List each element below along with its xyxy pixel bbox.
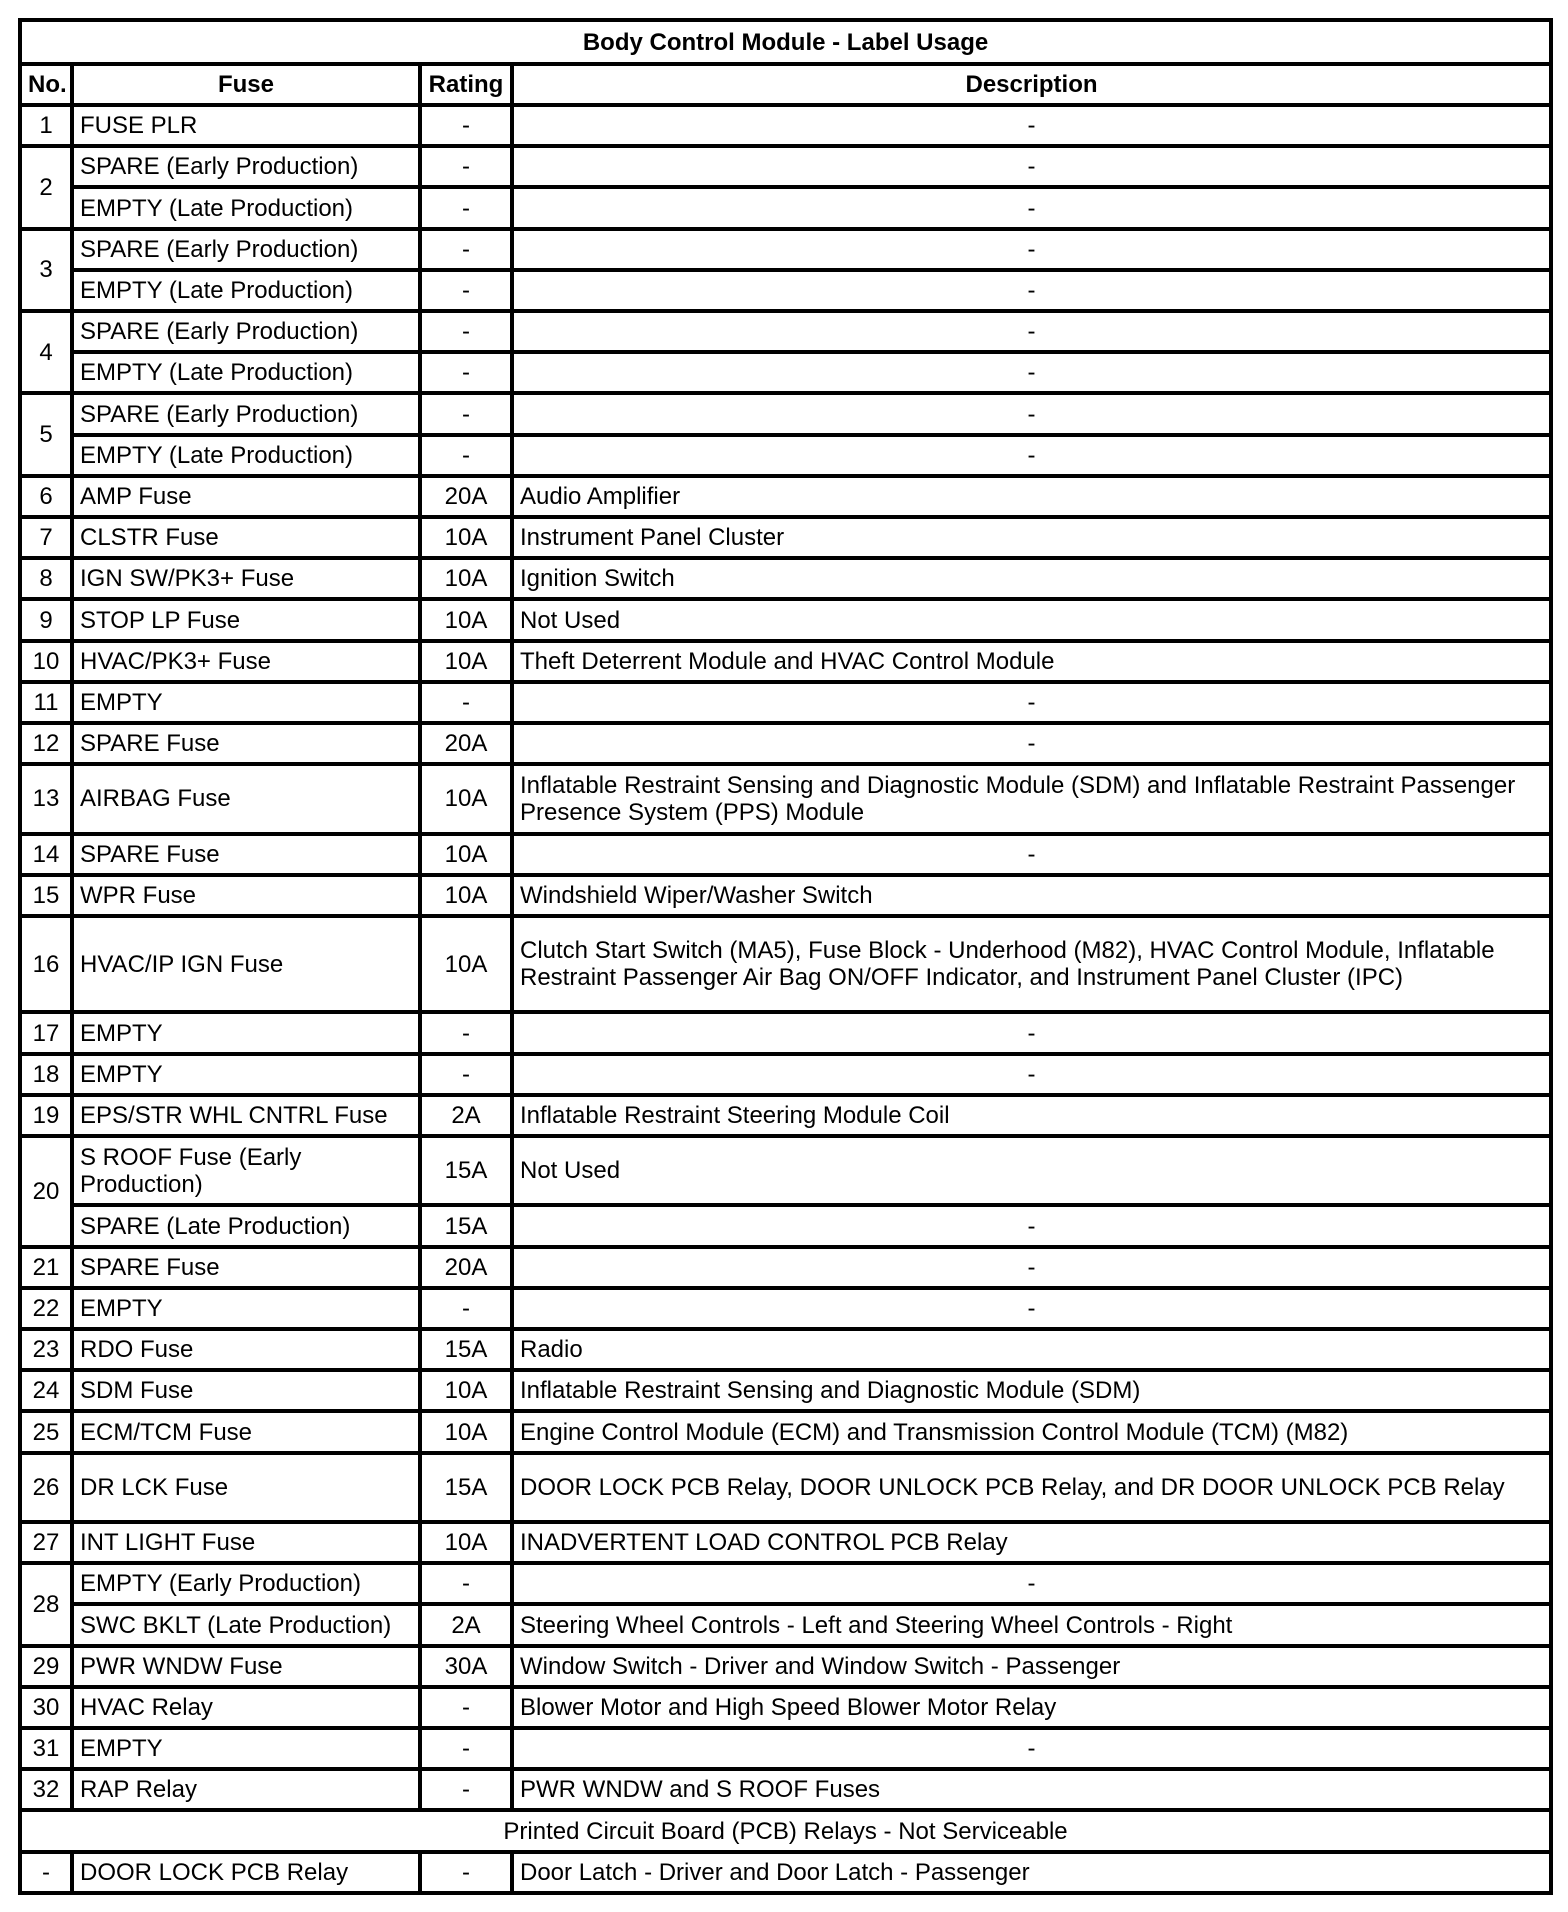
pcb-section-title: Printed Circuit Board (PCB) Relays - Not Serviceable (20, 1810, 1551, 1851)
row-description: Ignition Switch (512, 558, 1551, 599)
row-rating: - (420, 1054, 512, 1095)
row-description: - (512, 1054, 1551, 1095)
row-rating: 20A (420, 723, 512, 764)
row-rating: 15A (420, 1136, 512, 1205)
row-rating: - (420, 435, 512, 476)
row-rating: 15A (420, 1205, 512, 1246)
pcb-section-row (20, 1810, 1551, 1851)
row-description: - (512, 229, 1551, 270)
row-no: 7 (20, 517, 72, 558)
row-rating: 2A (420, 1604, 512, 1645)
row-no: 4 (20, 311, 72, 393)
row-fuse: AMP Fuse (72, 476, 420, 517)
table-row (20, 834, 1551, 875)
row-description: - (512, 187, 1551, 228)
row-no: 25 (20, 1411, 72, 1452)
table-row (20, 1728, 1551, 1769)
row-fuse: EMPTY (Late Production) (72, 435, 420, 476)
row-no: 6 (20, 476, 72, 517)
table-row (20, 723, 1551, 764)
row-no: 14 (20, 834, 72, 875)
row-fuse: WPR Fuse (72, 875, 420, 916)
row-fuse: EMPTY (72, 1054, 420, 1095)
row-description: - (512, 1563, 1551, 1604)
row-fuse: DOOR LOCK PCB Relay (72, 1852, 420, 1893)
table-row (20, 229, 1551, 270)
row-rating: 10A (420, 599, 512, 640)
table-title: Body Control Module - Label Usage (20, 20, 1551, 64)
row-fuse: SPARE (Early Production) (72, 393, 420, 434)
row-no: 10 (20, 641, 72, 682)
row-no: - (20, 1852, 72, 1893)
table-row (20, 916, 1551, 1012)
row-fuse: SDM Fuse (72, 1370, 420, 1411)
row-no: 18 (20, 1054, 72, 1095)
row-description: Instrument Panel Cluster (512, 517, 1551, 558)
table-row (20, 1646, 1551, 1687)
row-description: Inflatable Restraint Steering Module Coil (512, 1095, 1551, 1136)
row-fuse: EMPTY (Late Production) (72, 352, 420, 393)
row-description: - (512, 435, 1551, 476)
row-fuse: HVAC Relay (72, 1687, 420, 1728)
row-rating: - (420, 311, 512, 352)
table-row (20, 1054, 1551, 1095)
row-no: 29 (20, 1646, 72, 1687)
row-fuse: EMPTY (72, 1012, 420, 1053)
table-row (20, 517, 1551, 558)
table-row (20, 352, 1551, 393)
row-description: DOOR LOCK PCB Relay, DOOR UNLOCK PCB Relay, and DR DOOR UNLOCK PCB Relay (512, 1453, 1551, 1522)
row-description: Radio (512, 1329, 1551, 1370)
row-description: - (512, 270, 1551, 311)
row-rating: 15A (420, 1453, 512, 1522)
table-row (20, 270, 1551, 311)
row-description: INADVERTENT LOAD CONTROL PCB Relay (512, 1522, 1551, 1563)
row-fuse: SPARE Fuse (72, 723, 420, 764)
table-header-row (20, 64, 1551, 105)
row-rating: - (420, 187, 512, 228)
header-description: Description (512, 64, 1551, 105)
row-no: 16 (20, 916, 72, 1012)
row-no: 22 (20, 1288, 72, 1329)
row-description: Audio Amplifier (512, 476, 1551, 517)
row-description: Not Used (512, 599, 1551, 640)
table-row (20, 1604, 1551, 1645)
row-description: Steering Wheel Controls - Left and Steering Wheel Controls - Right (512, 1604, 1551, 1645)
table-row (20, 1411, 1551, 1452)
table-row (20, 764, 1551, 833)
row-fuse: STOP LP Fuse (72, 599, 420, 640)
table-row (20, 1288, 1551, 1329)
row-fuse: EMPTY (Early Production) (72, 1563, 420, 1604)
row-fuse: EMPTY (72, 1728, 420, 1769)
table-row (20, 1852, 1551, 1893)
row-description: Not Used (512, 1136, 1551, 1205)
row-rating: 15A (420, 1329, 512, 1370)
row-rating: 10A (420, 764, 512, 833)
row-no: 19 (20, 1095, 72, 1136)
row-fuse: SPARE (Early Production) (72, 146, 420, 187)
row-description: - (512, 352, 1551, 393)
row-rating: - (420, 1563, 512, 1604)
row-no: 26 (20, 1453, 72, 1522)
row-no: 1 (20, 105, 72, 146)
table-row (20, 187, 1551, 228)
table-row (20, 1205, 1551, 1246)
row-rating: - (420, 229, 512, 270)
row-description: - (512, 1205, 1551, 1246)
row-rating: - (420, 1288, 512, 1329)
row-no: 28 (20, 1563, 72, 1645)
header-fuse: Fuse (72, 64, 420, 105)
row-description: Inflatable Restraint Sensing and Diagnostic Module (SDM) and Inflatable Restraint Passenger Presence System (PPS) Module (512, 764, 1551, 833)
row-no: 2 (20, 146, 72, 228)
row-no: 12 (20, 723, 72, 764)
row-fuse: SPARE Fuse (72, 1247, 420, 1288)
row-description: Door Latch - Driver and Door Latch - Passenger (512, 1852, 1551, 1893)
row-fuse: SPARE (Early Production) (72, 311, 420, 352)
table-row (20, 875, 1551, 916)
table-row (20, 558, 1551, 599)
table-row (20, 1453, 1551, 1522)
row-fuse: IGN SW/PK3+ Fuse (72, 558, 420, 599)
row-rating: 10A (420, 1411, 512, 1452)
table-row (20, 599, 1551, 640)
row-rating: - (420, 1852, 512, 1893)
row-rating: 10A (420, 834, 512, 875)
table-row (20, 1012, 1551, 1053)
row-rating: 10A (420, 916, 512, 1012)
fuse-table (18, 18, 1553, 1895)
row-fuse: ECM/TCM Fuse (72, 1411, 420, 1452)
row-fuse: SPARE (Late Production) (72, 1205, 420, 1246)
row-fuse: EPS/STR WHL CNTRL Fuse (72, 1095, 420, 1136)
row-fuse: EMPTY (Late Production) (72, 270, 420, 311)
table-row (20, 393, 1551, 434)
row-description: Windshield Wiper/Washer Switch (512, 875, 1551, 916)
row-description: Window Switch - Driver and Window Switch - Passenger (512, 1646, 1551, 1687)
table-row (20, 1563, 1551, 1604)
header-no: No. (20, 64, 72, 105)
table-row (20, 682, 1551, 723)
row-rating: 10A (420, 558, 512, 599)
row-description: - (512, 1288, 1551, 1329)
row-description: Inflatable Restraint Sensing and Diagnostic Module (SDM) (512, 1370, 1551, 1411)
table-row (20, 1095, 1551, 1136)
table-row (20, 105, 1551, 146)
header-rating: Rating (420, 64, 512, 105)
row-rating: - (420, 1769, 512, 1810)
row-rating: 10A (420, 875, 512, 916)
row-no: 23 (20, 1329, 72, 1370)
row-rating: 10A (420, 1370, 512, 1411)
row-no: 30 (20, 1687, 72, 1728)
table-row (20, 1522, 1551, 1563)
row-description: Blower Motor and High Speed Blower Motor Relay (512, 1687, 1551, 1728)
row-no: 27 (20, 1522, 72, 1563)
row-description: - (512, 105, 1551, 146)
table-row (20, 146, 1551, 187)
row-description: - (512, 723, 1551, 764)
row-no: 3 (20, 229, 72, 311)
row-description: - (512, 311, 1551, 352)
row-no: 21 (20, 1247, 72, 1288)
row-fuse: DR LCK Fuse (72, 1453, 420, 1522)
row-description: - (512, 1012, 1551, 1053)
row-fuse: CLSTR Fuse (72, 517, 420, 558)
row-description: - (512, 146, 1551, 187)
row-rating: 30A (420, 1646, 512, 1687)
table-row (20, 476, 1551, 517)
row-description: Clutch Start Switch (MA5), Fuse Block - Underhood (M82), HVAC Control Module, Inflatable Restraint Passenger Air Bag ON/OFF Indicator, and Instrument Panel Cluster (IPC) (512, 916, 1551, 1012)
table-row (20, 1370, 1551, 1411)
row-fuse: EMPTY (72, 682, 420, 723)
row-rating: - (420, 270, 512, 311)
row-fuse: HVAC/IP IGN Fuse (72, 916, 420, 1012)
row-rating: - (420, 1728, 512, 1769)
row-description: - (512, 682, 1551, 723)
row-fuse: EMPTY (Late Production) (72, 187, 420, 228)
row-rating: 10A (420, 1522, 512, 1563)
row-no: 24 (20, 1370, 72, 1411)
row-description: - (512, 1728, 1551, 1769)
row-rating: - (420, 146, 512, 187)
row-rating: - (420, 1012, 512, 1053)
row-rating: 10A (420, 517, 512, 558)
row-fuse: SWC BKLT (Late Production) (72, 1604, 420, 1645)
row-fuse: HVAC/PK3+ Fuse (72, 641, 420, 682)
table-row (20, 641, 1551, 682)
row-no: 32 (20, 1769, 72, 1810)
row-fuse: RDO Fuse (72, 1329, 420, 1370)
row-description: - (512, 393, 1551, 434)
row-fuse: RAP Relay (72, 1769, 420, 1810)
table-row (20, 1687, 1551, 1728)
row-description: - (512, 834, 1551, 875)
table-row (20, 1769, 1551, 1810)
row-no: 17 (20, 1012, 72, 1053)
row-fuse: EMPTY (72, 1288, 420, 1329)
row-no: 5 (20, 393, 72, 475)
row-rating: - (420, 105, 512, 146)
row-rating: 10A (420, 641, 512, 682)
row-no: 8 (20, 558, 72, 599)
row-fuse: INT LIGHT Fuse (72, 1522, 420, 1563)
table-row (20, 1329, 1551, 1370)
table-row (20, 1136, 1551, 1205)
table-row (20, 1247, 1551, 1288)
row-rating: 20A (420, 1247, 512, 1288)
row-no: 20 (20, 1136, 72, 1247)
row-rating: - (420, 682, 512, 723)
row-rating: - (420, 352, 512, 393)
row-description: Engine Control Module (ECM) and Transmission Control Module (TCM) (M82) (512, 1411, 1551, 1452)
row-rating: - (420, 393, 512, 434)
row-rating: - (420, 1687, 512, 1728)
row-description: PWR WNDW and S ROOF Fuses (512, 1769, 1551, 1810)
table-row (20, 311, 1551, 352)
row-description: Theft Deterrent Module and HVAC Control Module (512, 641, 1551, 682)
row-no: 15 (20, 875, 72, 916)
row-no: 9 (20, 599, 72, 640)
table-title-row (20, 20, 1551, 64)
row-no: 13 (20, 764, 72, 833)
row-no: 11 (20, 682, 72, 723)
row-no: 31 (20, 1728, 72, 1769)
row-fuse: SPARE (Early Production) (72, 229, 420, 270)
row-fuse: S ROOF Fuse (Early Production) (72, 1136, 420, 1205)
row-fuse: FUSE PLR (72, 105, 420, 146)
table-row (20, 435, 1551, 476)
row-rating: 2A (420, 1095, 512, 1136)
row-description: - (512, 1247, 1551, 1288)
row-fuse: SPARE Fuse (72, 834, 420, 875)
row-rating: 20A (420, 476, 512, 517)
row-fuse: AIRBAG Fuse (72, 764, 420, 833)
row-fuse: PWR WNDW Fuse (72, 1646, 420, 1687)
